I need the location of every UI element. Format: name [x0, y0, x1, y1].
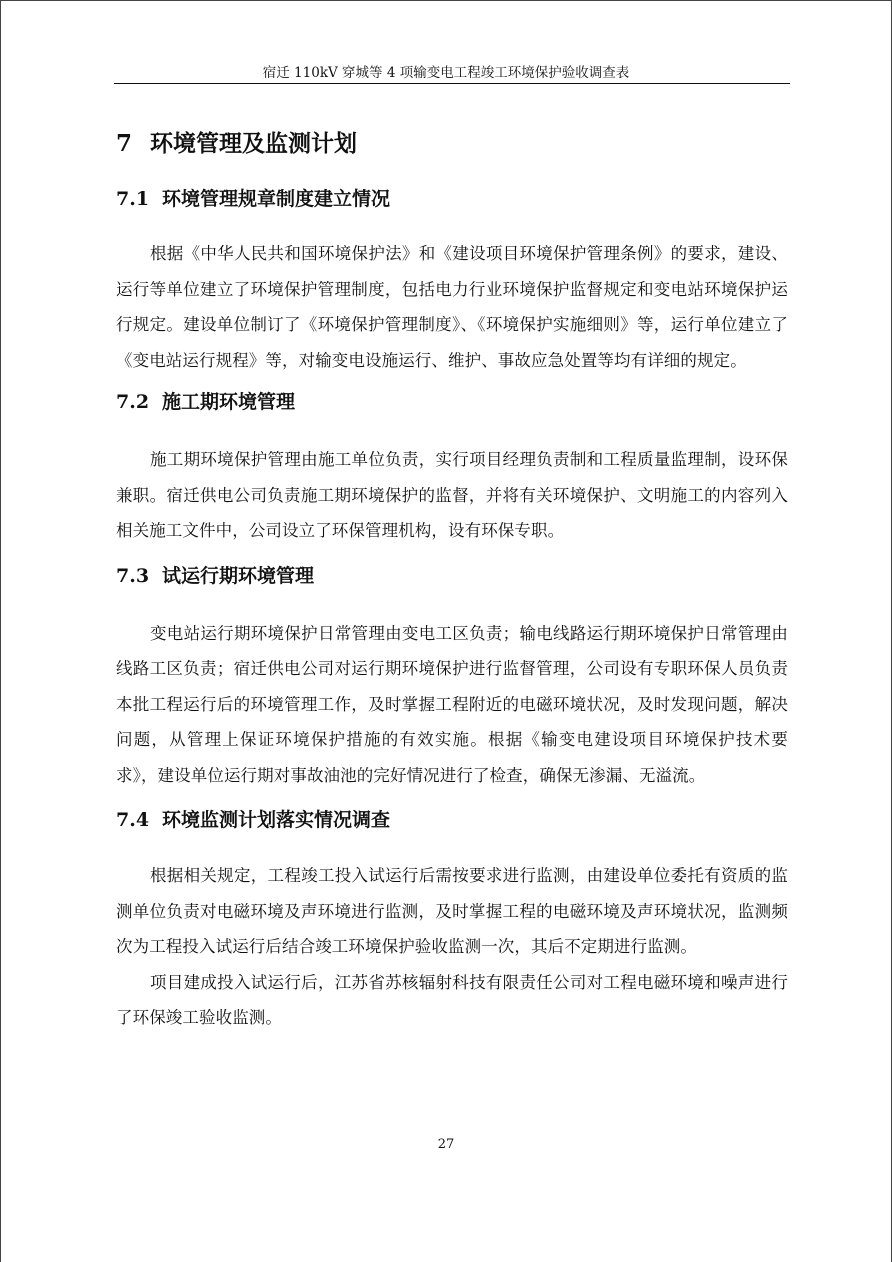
section-title: 试运行期环境管理: [162, 564, 315, 587]
section-number: 7.2: [116, 391, 150, 413]
paragraph: 根据相关规定，工程竣工投入试运行后需按要求进行监测，由建设单位委托有资质的监测单位负责对电磁环境及声环境进行监测，及时掌握工程的电磁环境及声环境状况，监测频次为工程投入试运行后结合竣工环境保护验收监测一次，其后不定期进行监测。: [116, 866, 788, 956]
paragraph: 变电站运行期环境保护日常管理由变电工区负责；输电线路运行期环境保护日常管理由线路工区负责；宿迁供电公司对运行期环境保护进行监督管理，公司设有专职环保人员负责本批工程运行后的环境管理工作，及时掌握工程附近的电磁环境状况，及时发现问题，解决问题，从管理上保证环境保护措施的有效实施。根据《输变电建设项目环境保护技术要求》，建设单位运行期对事故油池的完好情况进行了检查，确保无渗漏、无溢流。: [116, 623, 788, 785]
chapter-number: 7: [116, 130, 133, 157]
paragraph: 项目建成投入试运行后，江苏省苏核辐射科技有限责任公司对工程电磁环境和噪声进行了环保竣工验收监测。: [116, 972, 788, 1027]
paragraph: 施工期环境保护管理由施工单位负责，实行项目经理负责制和工程质量监理制，设环保兼职。宿迁供电公司负责施工期环境保护的监督，并将有关环境保护、文明施工的内容列入相关施工文件中，公司设立了环保管理机构，设有环保专职。: [116, 450, 788, 540]
section-heading-7-2: [116, 388, 788, 416]
section-number: 7.1: [116, 188, 150, 210]
chapter-heading: [116, 128, 788, 160]
section-number: 7.4: [116, 809, 150, 831]
page-number: 27: [437, 1137, 455, 1152]
document-body: [116, 128, 788, 1036]
section-title: 环境监测计划落实情况调查: [162, 809, 391, 831]
section-heading-7-3: [116, 562, 788, 590]
section-heading-7-4: [116, 806, 788, 834]
section-heading-7-1: [116, 185, 788, 213]
paragraph: 根据《中华人民共和国环境保护法》和《建设项目环境保护管理条例》的要求，建设、运行等单位建立了环境保护管理制度，包括电力行业环境保护监督规定和变电站环境保护运行规定。建设单位制订了《环境保护管理制度》、《环境保护实施细则》等，运行单位建立了《变电站运行规程》等，对输变电设施运行、维护、事故应急处置等均有详细的规定。: [116, 244, 788, 370]
section-title: 环境管理规章制度建立情况: [162, 188, 391, 210]
running-header: 宿迁 110kV 穿城等 4 项输变电工程竣工环境保护验收调查表: [262, 65, 630, 81]
section-number: 7.3: [116, 564, 150, 587]
section-title: 施工期环境管理: [162, 391, 296, 413]
header-rule: [114, 83, 790, 84]
chapter-title: 环境管理及监测计划: [150, 130, 357, 157]
